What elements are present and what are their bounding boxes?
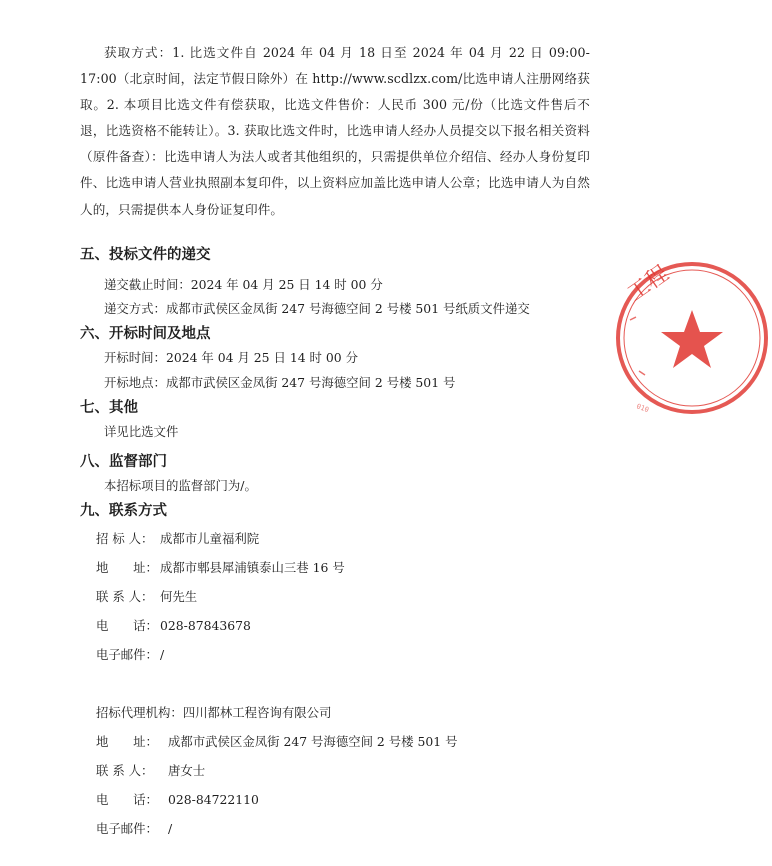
tenderer-contact-row: [96, 587, 197, 605]
value: 028-84722110: [168, 792, 259, 807]
label: 联 系 人：: [96, 589, 154, 604]
value: 成都市郫县犀浦镇泰山三巷 16 号: [160, 560, 345, 575]
agency-address-row: [96, 732, 457, 750]
label: 招 标 人：: [96, 531, 154, 546]
section-8-heading: 八、监督部门: [80, 453, 167, 470]
label: 联 系 人：: [96, 763, 154, 778]
value: /: [160, 647, 165, 662]
value: /: [168, 821, 173, 836]
value: 028-87843678: [160, 618, 251, 633]
seal-star-icon: [661, 310, 723, 368]
label: 电 话：: [96, 792, 158, 807]
agency-email-row: [96, 819, 172, 837]
opening-time: 开标时间：2024 年 04 月 25 日 14 时 00 分: [104, 350, 358, 365]
value: 唐女士: [168, 763, 206, 778]
tenderer-address-row: [96, 558, 345, 576]
label: 招标代理机构：: [96, 705, 183, 720]
value: 四川都林工程咨询有限公司: [182, 705, 332, 720]
section-9-heading: 九、联系方式: [80, 502, 167, 519]
seal-text: 工程: [623, 261, 674, 307]
agency-contact-row: [96, 761, 205, 779]
value: 成都市武侯区金凤街 247 号海德空间 2 号楼 501 号: [168, 734, 458, 749]
agency-phone-row: [96, 790, 259, 808]
section-6-heading: 六、开标时间及地点: [80, 325, 211, 342]
label: 地 址：: [96, 560, 158, 575]
submission-deadline: 递交截止时间：2024 年 04 月 25 日 14 时 00 分: [104, 277, 383, 292]
svg-text:010: 010: [635, 402, 650, 415]
label: 电 话：: [96, 618, 158, 633]
section-7-heading: 七、其他: [80, 399, 138, 416]
tenderer-name-row: [96, 529, 259, 547]
supervision-note: 本招标项目的监督部门为/。: [104, 478, 257, 493]
section-5-heading: 五、投标文件的递交: [80, 246, 211, 263]
tenderer-email-row: [96, 645, 164, 663]
value: 何先生: [160, 589, 198, 604]
label: 电子邮件：: [96, 821, 158, 836]
acquisition-paragraph: 获取方式：1. 比选文件自 2024 年 04 月 18 日至 2024 年 04 月 22 日 09:00- 17:00（北京时间，法定节假日除外）在 http://www.scdlzx.com/比选申请人注册网络获取。2. 本项目比选文件有偿获取，比选文件售价：人民币 300 元/份（比选文件售后不退，比选资格不能转让）。3. 获取比选文件时，比选申请人经办人员提交以下报名相关资料（原件备查）：比选申请人为法人或者其他组织的，只需提供单位介绍信、经办人身份复印件、比选申请人营业执照副本复印件，以上资料应加盖比选申请人公章；比选申请人为自然人的，只需提供本人身份证复印件。: [80, 45, 590, 217]
label: 地 址：: [96, 734, 158, 749]
tenderer-phone-row: [96, 616, 251, 634]
value: 成都市儿童福利院: [160, 531, 260, 546]
agency-name-row: [96, 703, 331, 721]
label: 电子邮件：: [96, 647, 158, 662]
submission-method: 递交方式：成都市武侯区金凤街 247 号海德空间 2 号楼 501 号纸质文件递交: [104, 301, 530, 316]
opening-place: 开标地点：成都市武侯区金凤街 247 号海德空间 2 号楼 501 号: [104, 375, 456, 390]
other-note: 详见比选文件: [104, 424, 179, 439]
company-seal-stamp: [612, 258, 772, 418]
